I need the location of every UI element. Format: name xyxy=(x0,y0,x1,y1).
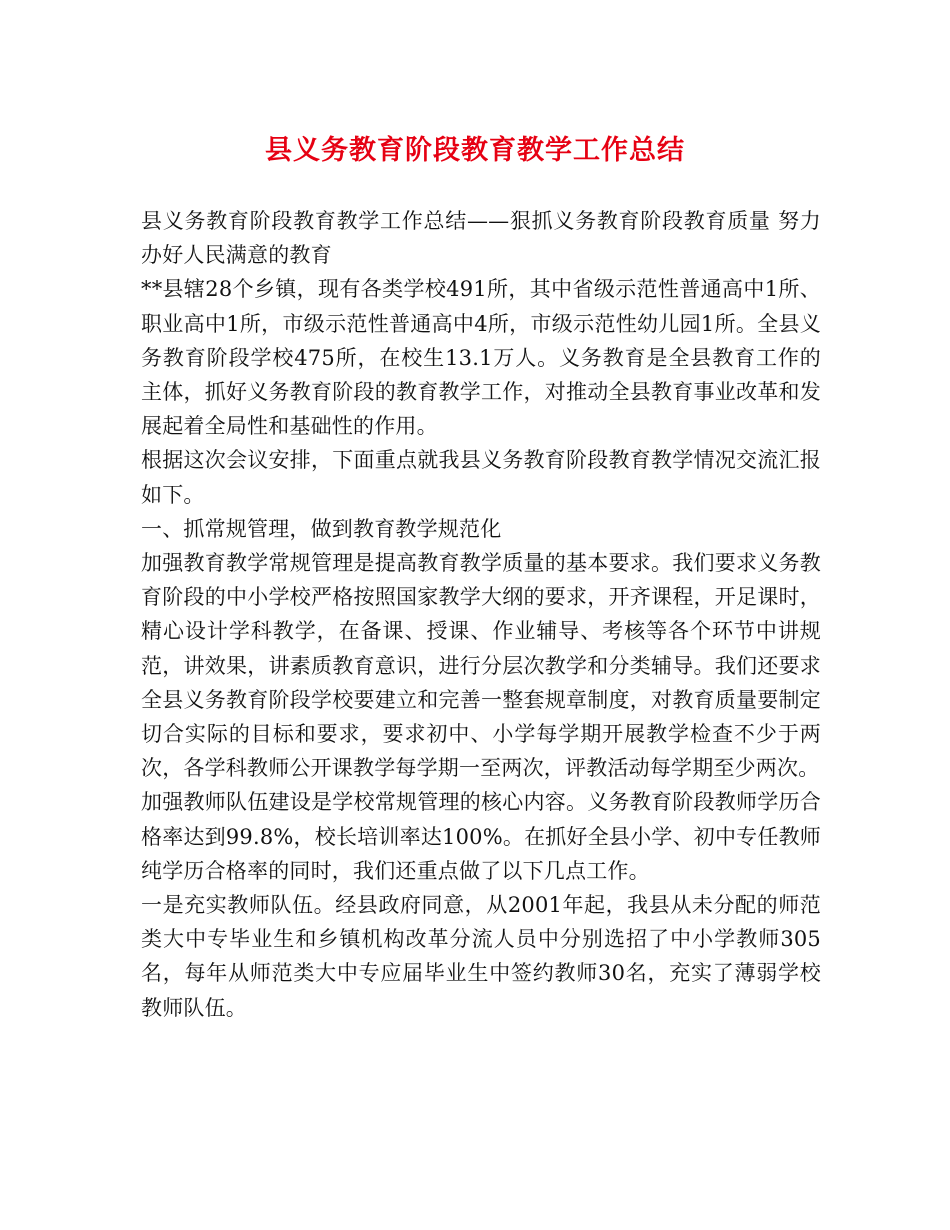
body-paragraph: 加强教师队伍建设是学校常规管理的核心内容。义务教育阶段教师学历合格率达到99.8%，校长培训率达100%。在抓好全县小学、初中专任教师纯学历合格率的同时，我们还重点做了以下几点工作。 xyxy=(141,790,821,883)
overview-paragraph: **县辖28个乡镇，现有各类学校491所，其中省级示范性普通高中1所、职业高中1所，市级示范性普通高中4所，市级示范性幼儿园1所。全县义务教育阶段学校475所，在校生13.1万人。义务教育是全县教育工作的主体，抓好义务教育阶段的教育教学工作，对推动全县教育事业改革和发展起着全局性和基础性的作用。 xyxy=(141,277,821,439)
subtitle-paragraph: 县义务教育阶段教育教学工作总结——狠抓义务教育阶段教育质量 努力办好人民满意的教育 xyxy=(141,209,821,268)
section-heading: 一、抓常规管理，做到教育教学规范化 xyxy=(141,516,502,541)
intro-paragraph: 根据这次会议安排，下面重点就我县义务教育阶段教育教学情况交流汇报如下。 xyxy=(141,448,821,507)
body-paragraph: 一是充实教师队伍。经县政府同意，从2001年起，我县从未分配的师范类大中专毕业生和乡镇机构改革分流人员中分别选招了中小学教师305名，每年从师范类大中专应届毕业生中签约教师30名，充实了薄弱学校教师队伍。 xyxy=(141,893,821,1020)
document-body xyxy=(141,204,821,1025)
document-title: 县义务教育阶段教育教学工作总结 xyxy=(265,135,685,166)
body-paragraph: 加强教育教学常规管理是提高教育教学质量的基本要求。我们要求义务教育阶段的中小学校严格按照国家教学大纲的要求，开齐课程，开足课时，精心设计学科教学，在备课、授课、作业辅导、考核等各个环节中讲规范，讲效果，讲素质教育意识，进行分层次教学和分类辅导。我们还要求全县义务教育阶段学校要建立和完善一整套规章制度，对教育质量要制定切合实际的目标和要求，要求初中、小学每学期开展教学检查不少于两次，各学科教师公开课教学每学期一至两次，评教活动每学期至少两次。 xyxy=(141,551,821,781)
